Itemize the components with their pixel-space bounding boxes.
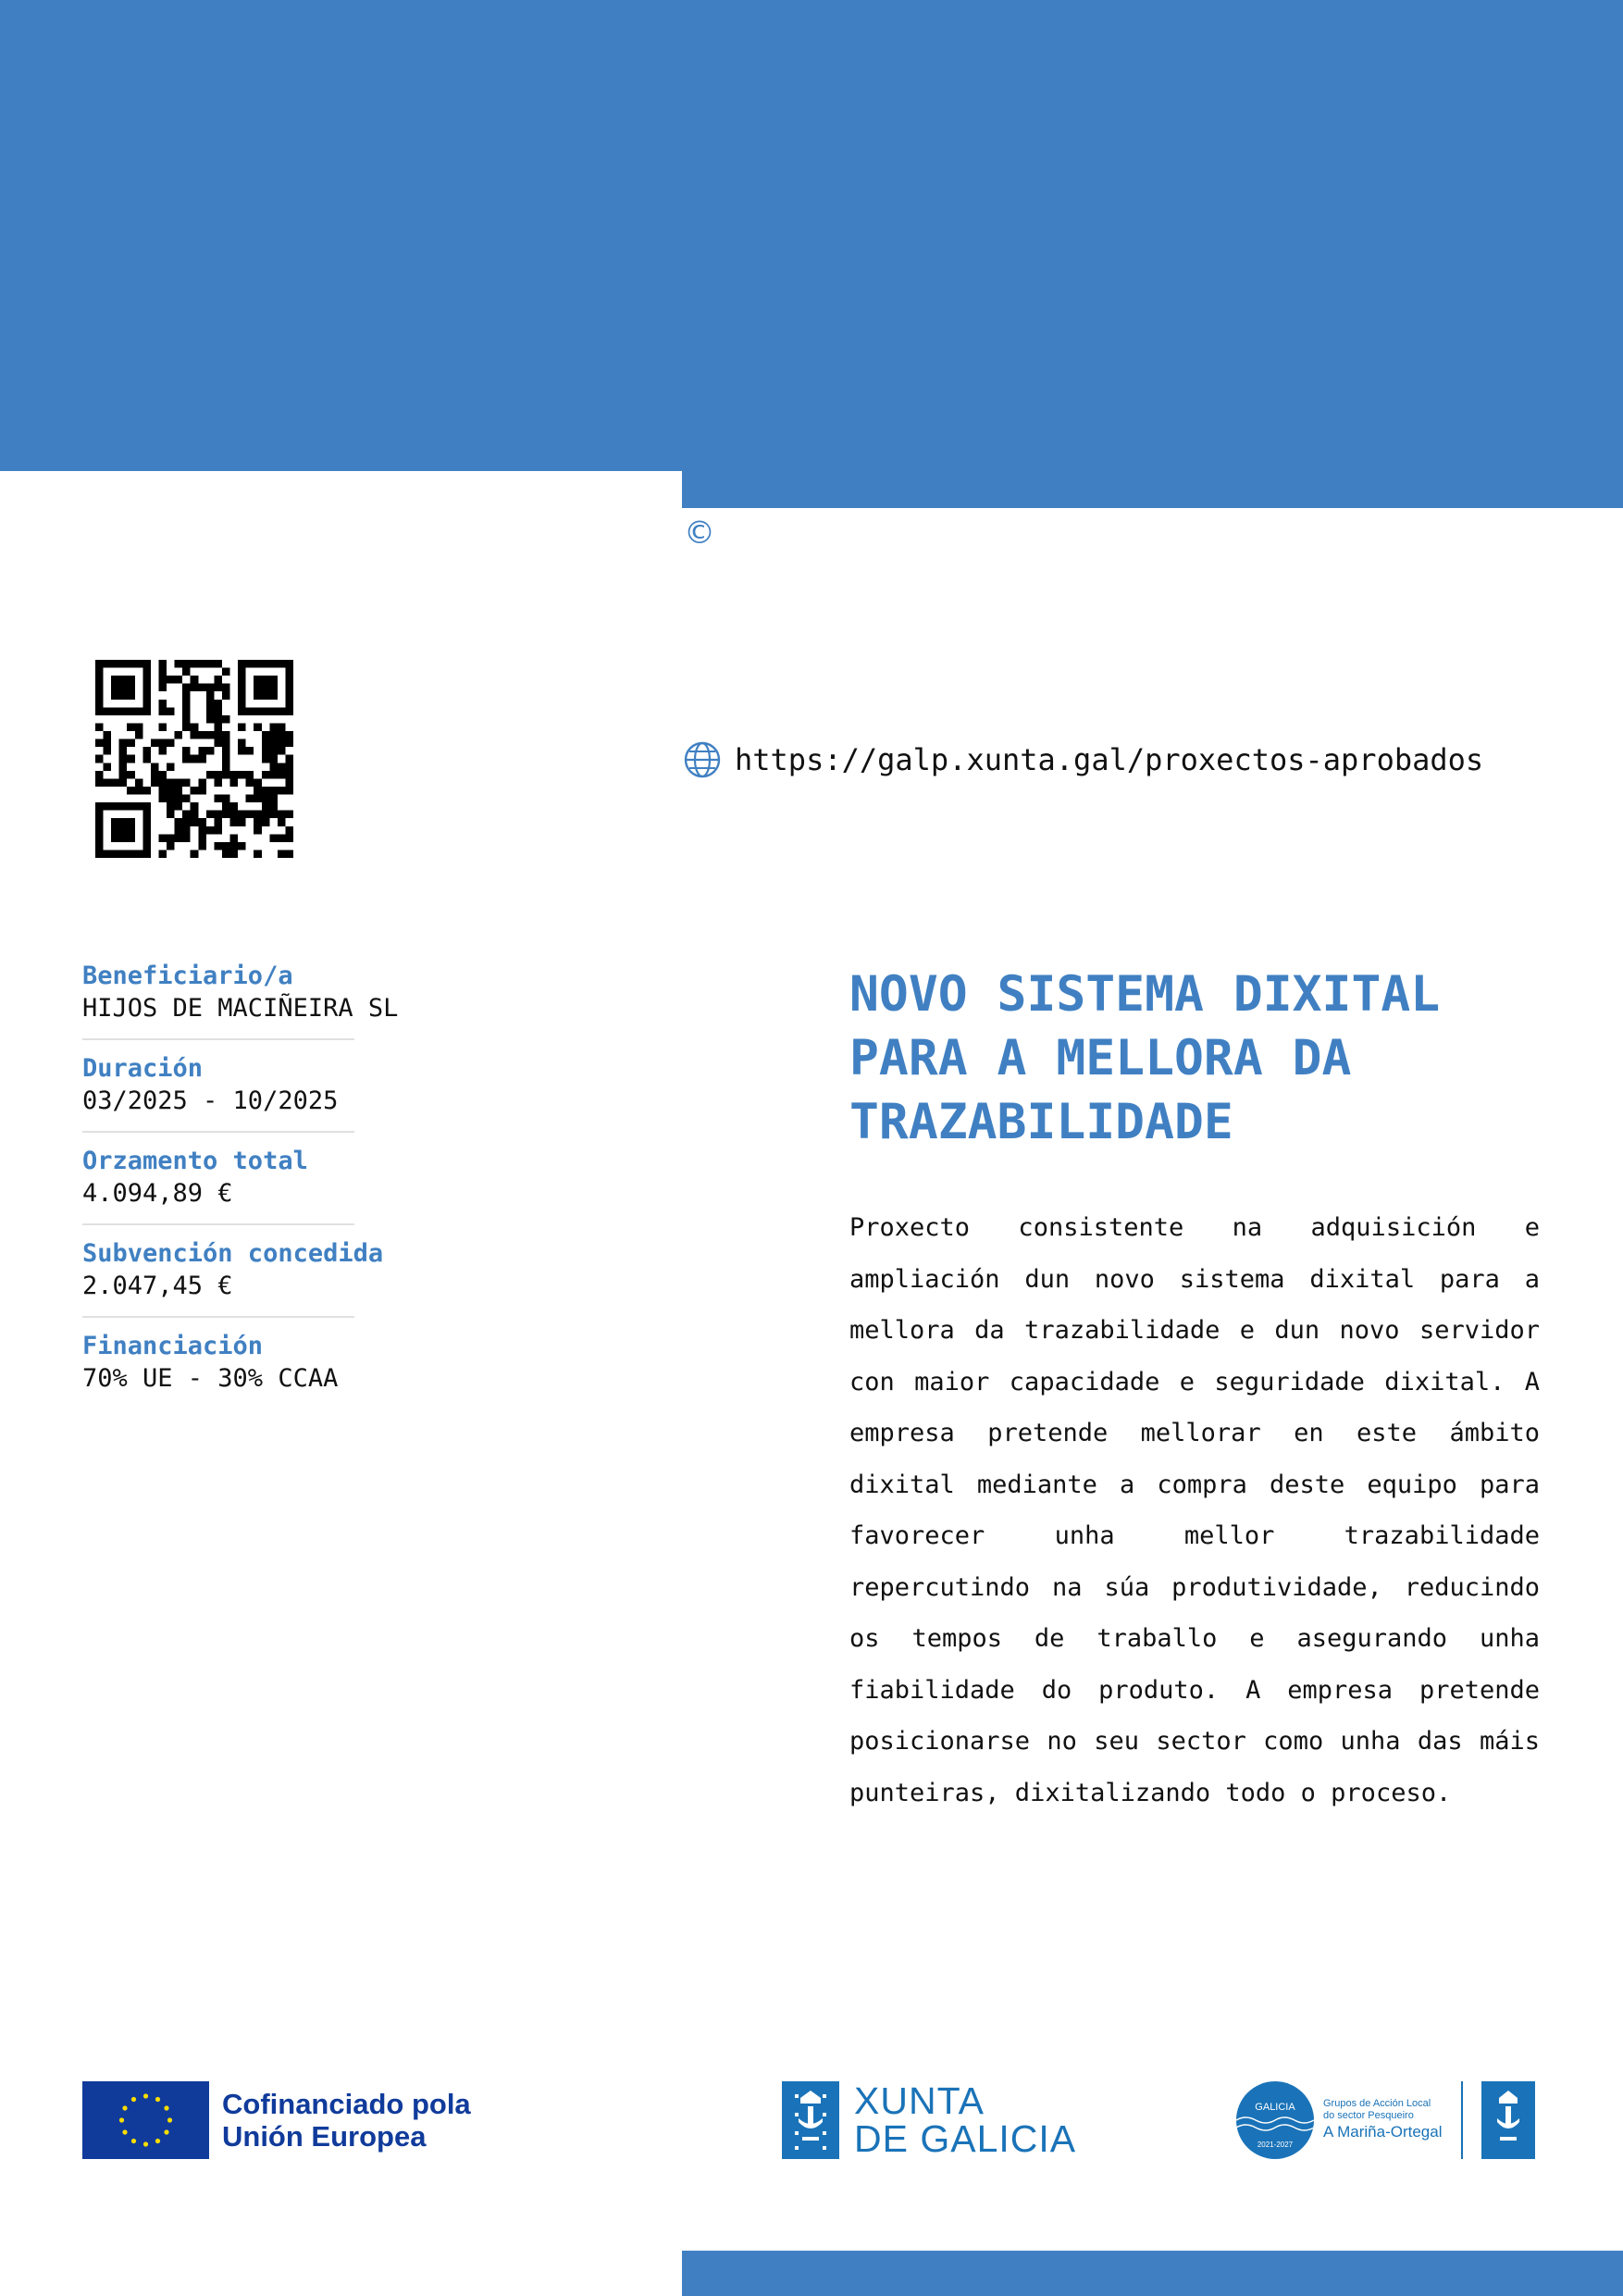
xunta-shield-small-icon — [1481, 2081, 1535, 2159]
header-band — [0, 0, 1623, 471]
info-value: 4.094,89 € — [82, 1179, 233, 1208]
eu-logo — [82, 2081, 471, 2159]
info-label: Orzamento total — [82, 1147, 308, 1175]
xunta-text: XUNTA DE GALICIA — [854, 2079, 1077, 2160]
eu-star — [131, 2097, 136, 2102]
info-label: Duración — [82, 1054, 204, 1083]
project-title: NOVO SISTEMA DIXITAL PARA A MELLORA DA TRAZABILIDADE — [849, 966, 1441, 1150]
project-url[interactable]: https://galp.xunta.gal/proxectos-aprobados — [735, 742, 1484, 777]
eu-star — [164, 2105, 168, 2110]
info-beneficiary — [82, 961, 399, 1040]
info-grant — [82, 1238, 384, 1318]
galp-text: Grupos de Acción Local do sector Pesqueiro A Mariña-Ortegal — [1323, 2098, 1443, 2141]
xunta-shield-icon — [782, 2081, 839, 2159]
eu-star — [167, 2117, 172, 2122]
eu-cofinance-text: Cofinanciado pola Unión Europea — [222, 2088, 471, 2153]
info-label: Beneficiario/a — [82, 962, 293, 990]
copyright-symbol: © — [684, 515, 715, 552]
eu-star — [131, 2139, 136, 2143]
info-label: Financiación — [82, 1332, 264, 1360]
footer-band — [682, 2251, 1623, 2296]
galp-divider — [1461, 2081, 1463, 2159]
eu-star — [122, 2105, 127, 2110]
info-value: 03/2025 - 10/2025 — [82, 1086, 339, 1115]
eu-star — [122, 2129, 127, 2134]
eu-flag-icon — [82, 2081, 209, 2159]
eu-star — [155, 2097, 160, 2102]
eu-star — [155, 2139, 160, 2143]
info-value: HIJOS DE MACIÑEIRA SL — [82, 994, 399, 1023]
info-duration — [82, 1053, 354, 1133]
info-total-budget — [82, 1146, 354, 1225]
eu-star — [143, 2141, 148, 2146]
eu-star — [164, 2129, 168, 2134]
galp-logo — [1236, 2081, 1535, 2159]
project-info-list — [82, 961, 406, 1421]
header-band-extension — [682, 471, 1623, 508]
eu-star — [143, 2093, 148, 2098]
info-label: Subvención concedida — [82, 1239, 384, 1268]
info-value: 70% UE - 30% CCAA — [82, 1364, 339, 1393]
qr-code[interactable] — [95, 660, 293, 858]
project-description: Proxecto consistente na adquisición e ampliación dun novo sistema dixital para a mellora da trazabilidade e dun novo servidor con maior capacidade e seguridade dixital. A empresa pretende mellorar en este ámbito dixital mediante a compra deste equipo para favorecer unha mellor trazabilidade repercutindo na súa produtividade, reducindo os tempos de traballo e asegurando unha fiabilidade do produto. A empresa pretende posicionarse no seu sector como unha das máis punteiras, dixitalizando todo o proceso. — [849, 1213, 1540, 1807]
project-link[interactable] — [683, 740, 1483, 779]
eu-star — [119, 2117, 124, 2122]
info-value: 2.047,45 € — [82, 1272, 233, 1300]
galp-emblem-icon: GALICIA 2021-2027 — [1236, 2081, 1314, 2159]
globe-icon — [683, 740, 722, 779]
xunta-logo — [782, 2081, 1076, 2159]
info-financing — [82, 1331, 354, 1409]
